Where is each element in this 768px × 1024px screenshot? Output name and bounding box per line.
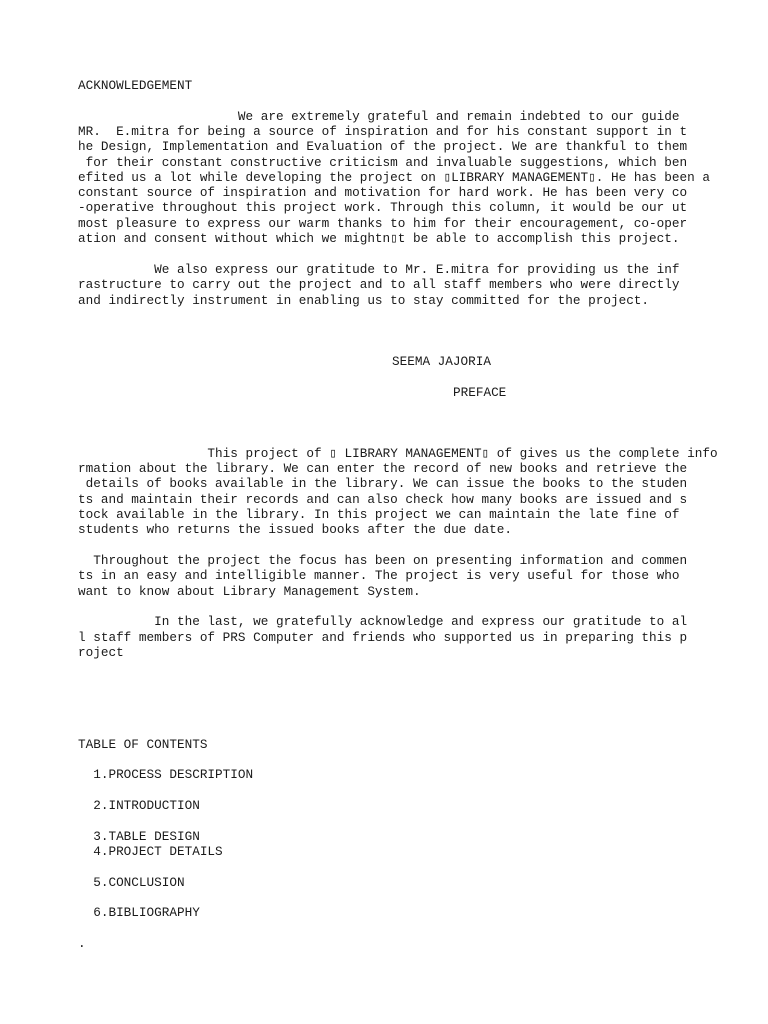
signature-name: SEEMA JAJORIA [392,354,491,369]
end-mark: . [78,936,86,951]
toc-item: 3.TABLE DESIGN [78,829,200,844]
text-line: he Design, Implementation and Evaluation of the project. We are thankful to them [78,139,688,154]
preface-heading: PREFACE [453,385,507,400]
text-line: students who returns the issued books after the due date. [78,522,512,537]
toc-item: 6.BIBLIOGRAPHY [78,905,200,920]
text-line: roject [78,645,124,660]
text-line: details of books available in the library. We can issue the books to the studen [78,476,688,491]
text-line: efited us a lot while developing the project on ▯LIBRARY MANAGEMENT▯. He has been a [78,170,710,185]
text-line: want to know about Library Management System. [78,584,421,599]
text-line: most pleasure to express our warm thanks to him for their encouragement, co-oper [78,216,688,231]
text-line: tock available in the library. In this project we can maintain the late fine of [78,507,680,522]
acknowledgement-heading: ACKNOWLEDGEMENT [78,78,193,93]
text-line: for their constant constructive criticism and invaluable suggestions, which ben [78,155,688,170]
toc-heading: TABLE OF CONTENTS [78,737,208,752]
text-line: rastructure to carry out the project and to all staff members who were directly [78,277,680,292]
text-line: rmation about the library. We can enter the record of new books and retrieve the [78,461,688,476]
text-line: l staff members of PRS Computer and friends who supported us in preparing this p [78,630,688,645]
text-line: ation and consent without which we mightn▯t be able to accomplish this project. [78,231,680,246]
text-line: ts and maintain their records and can also check how many books are issued and s [78,492,688,507]
text-line: We are extremely grateful and remain indebted to our guide [78,109,680,124]
text-line: constant source of inspiration and motivation for hard work. He has been very co [78,185,688,200]
text-line: MR. E.mitra for being a source of inspiration and for his constant support in t [78,124,688,139]
toc-item: 4.PROJECT DETAILS [78,844,223,859]
text-line: -operative throughout this project work. Through this column, it would be our ut [78,200,688,215]
text-line: This project of ▯ LIBRARY MANAGEMENT▯ of gives us the complete info [78,446,718,461]
text-line: We also express our gratitude to Mr. E.mitra for providing us the inf [78,262,680,277]
text-line: Throughout the project the focus has been on presenting information and commen [78,553,688,568]
text-line: In the last, we gratefully acknowledge and express our gratitude to al [78,614,688,629]
toc-item: 1.PROCESS DESCRIPTION [78,767,254,782]
text-line: ts in an easy and intelligible manner. The project is very useful for those who [78,568,680,583]
toc-item: 5.CONCLUSION [78,875,185,890]
toc-item: 2.INTRODUCTION [78,798,200,813]
text-line: and indirectly instrument in enabling us to stay committed for the project. [78,293,650,308]
